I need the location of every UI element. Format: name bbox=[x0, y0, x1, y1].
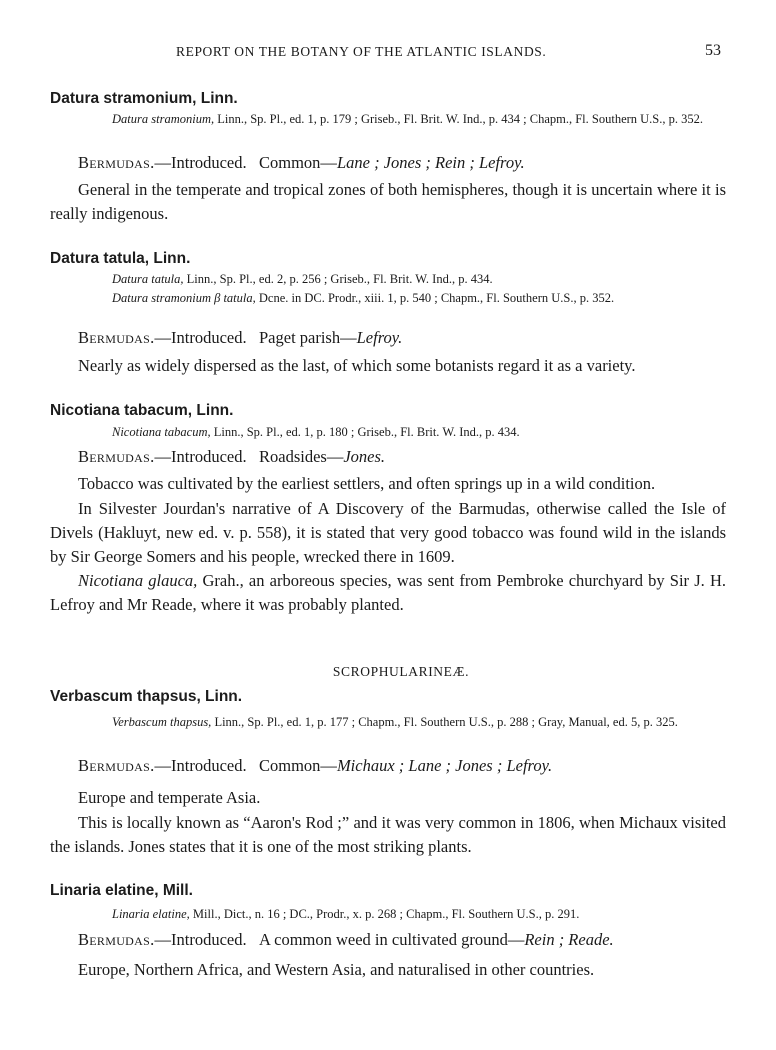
synonym-line bbox=[112, 905, 724, 923]
locality: Bermudas. bbox=[78, 756, 155, 775]
history-paragraph: In Silvester Jourdan's narrative of A Discovery of the Barmudas, otherwise called the Isle of Divels (Hakluyt, new ed. v. p. 558), it is stated that very good tobacco was found wild in the islands by Sir George Somers and his people, wrecked there in 1609. bbox=[50, 499, 726, 566]
collectors: Lane ; Jones ; Rein ; Lefroy. bbox=[336, 153, 525, 172]
species-name: Verbascum thapsus, Linn. bbox=[50, 688, 243, 705]
synonym-name: Datura stramonium β tatula, bbox=[112, 291, 256, 305]
synonym-name: Nicotiana tabacum, bbox=[112, 425, 211, 439]
running-title: REPORT ON THE BOTANY OF THE ATLANTIC ISLANDS. bbox=[176, 44, 547, 59]
collectors: Lefroy. bbox=[356, 328, 403, 347]
synonym-line bbox=[112, 110, 724, 128]
synonymy bbox=[112, 423, 724, 442]
collectors: Rein ; Reade. bbox=[524, 930, 614, 949]
species-name: Datura tatula, Linn. bbox=[50, 250, 191, 267]
locality: Bermudas. bbox=[78, 153, 155, 172]
synonymy bbox=[112, 713, 724, 732]
record-note: Common— bbox=[259, 756, 337, 775]
synonym-name: Datura stramonium, bbox=[112, 112, 215, 126]
running-head bbox=[0, 44, 776, 66]
record-note: Paget parish— bbox=[259, 328, 357, 347]
history-paragraph: This is locally known as “Aaron's Rod ;” and it was very common in 1806, when Michaux visited the islands. Jones states that it is one of the most striking plants. bbox=[50, 813, 726, 856]
note-paragraph bbox=[50, 569, 726, 617]
record-status: —Introduced. bbox=[154, 756, 247, 775]
synonym-reference: Linn., Sp. Pl., ed. 2, p. 256 ; Griseb., Fl. Brit. W. Ind., p. 434. bbox=[183, 272, 493, 286]
history-paragraph: Tobacco was cultivated by the earliest settlers, and often springs up in a wild condition. bbox=[78, 474, 656, 493]
locality-record bbox=[78, 930, 614, 950]
record-status: —Introduced. bbox=[154, 930, 247, 949]
synonym-name: Linaria elatine, bbox=[112, 907, 190, 921]
species-name: Datura stramonium, Linn. bbox=[50, 90, 238, 107]
synonym-line bbox=[112, 423, 724, 441]
locality-record bbox=[78, 447, 385, 467]
synonym-line bbox=[112, 270, 724, 288]
page-number: 53 bbox=[705, 42, 721, 59]
distribution-paragraph: Nearly as widely dispersed as the last, of which some botanists regard it as a variety. bbox=[78, 356, 636, 375]
synonym-reference: Linn., Sp. Pl., ed. 1, p. 179 ; Griseb., Fl. Brit. W. Ind., p. 434 ; Chapm., Fl. Southern U.S., p. 352. bbox=[214, 112, 704, 126]
family-heading: SCROPHULARINEÆ. bbox=[332, 664, 470, 679]
locality-record bbox=[78, 153, 525, 173]
collectors: Jones. bbox=[343, 447, 386, 466]
synonym-reference: Dcne. in DC. Prodr., xiii. 1, p. 540 ; Chapm., Fl. Southern U.S., p. 352. bbox=[255, 291, 615, 305]
distribution-paragraph: Europe, Northern Africa, and Western Asia, and naturalised in other countries. bbox=[78, 960, 595, 979]
locality: Bermudas. bbox=[78, 328, 155, 347]
synonymy bbox=[112, 270, 724, 308]
collectors: Michaux ; Lane ; Jones ; Lefroy. bbox=[336, 756, 553, 775]
species-name: Linaria elatine, Mill. bbox=[50, 882, 193, 899]
locality-record bbox=[78, 328, 402, 348]
record-status: —Introduced. bbox=[154, 328, 247, 347]
record-note: A common weed in cultivated ground— bbox=[259, 930, 525, 949]
synonym-name: Verbascum thapsus, bbox=[112, 715, 212, 729]
synonym-line bbox=[112, 713, 724, 731]
distribution-paragraph: Europe and temperate Asia. bbox=[78, 788, 261, 807]
locality: Bermudas. bbox=[78, 447, 155, 466]
synonymy bbox=[112, 905, 724, 924]
record-note: Roadsides— bbox=[259, 447, 344, 466]
synonym-reference: Mill., Dict., n. 16 ; DC., Prodr., x. p. 268 ; Chapm., Fl. Southern U.S., p. 291. bbox=[189, 907, 580, 921]
locality-record bbox=[78, 756, 552, 776]
synonymy bbox=[112, 110, 724, 129]
locality: Bermudas. bbox=[78, 930, 155, 949]
synonym-reference: Linn., Sp. Pl., ed. 1, p. 177 ; Chapm., Fl. Southern U.S., p. 288 ; Gray, Manual, ed. 5, p. 325. bbox=[211, 715, 678, 729]
synonym-name: Datura tatula, bbox=[112, 272, 184, 286]
record-note: Common— bbox=[259, 153, 337, 172]
species-mention: Nicotiana glauca, bbox=[78, 571, 198, 590]
note-text: Grah., an arboreous species, was sent from Pembroke churchyard by Sir J. H. Lefroy and Mr Reade, where it was probably planted. bbox=[50, 571, 726, 614]
record-status: —Introduced. bbox=[154, 153, 247, 172]
species-name: Nicotiana tabacum, Linn. bbox=[50, 402, 234, 419]
synonym-line bbox=[112, 289, 724, 307]
distribution-paragraph: General in the temperate and tropical zones of both hemispheres, though it is uncertain where it is really indigenous. bbox=[50, 180, 726, 223]
record-status: —Introduced. bbox=[154, 447, 247, 466]
synonym-reference: Linn., Sp. Pl., ed. 1, p. 180 ; Griseb., Fl. Brit. W. Ind., p. 434. bbox=[210, 425, 520, 439]
